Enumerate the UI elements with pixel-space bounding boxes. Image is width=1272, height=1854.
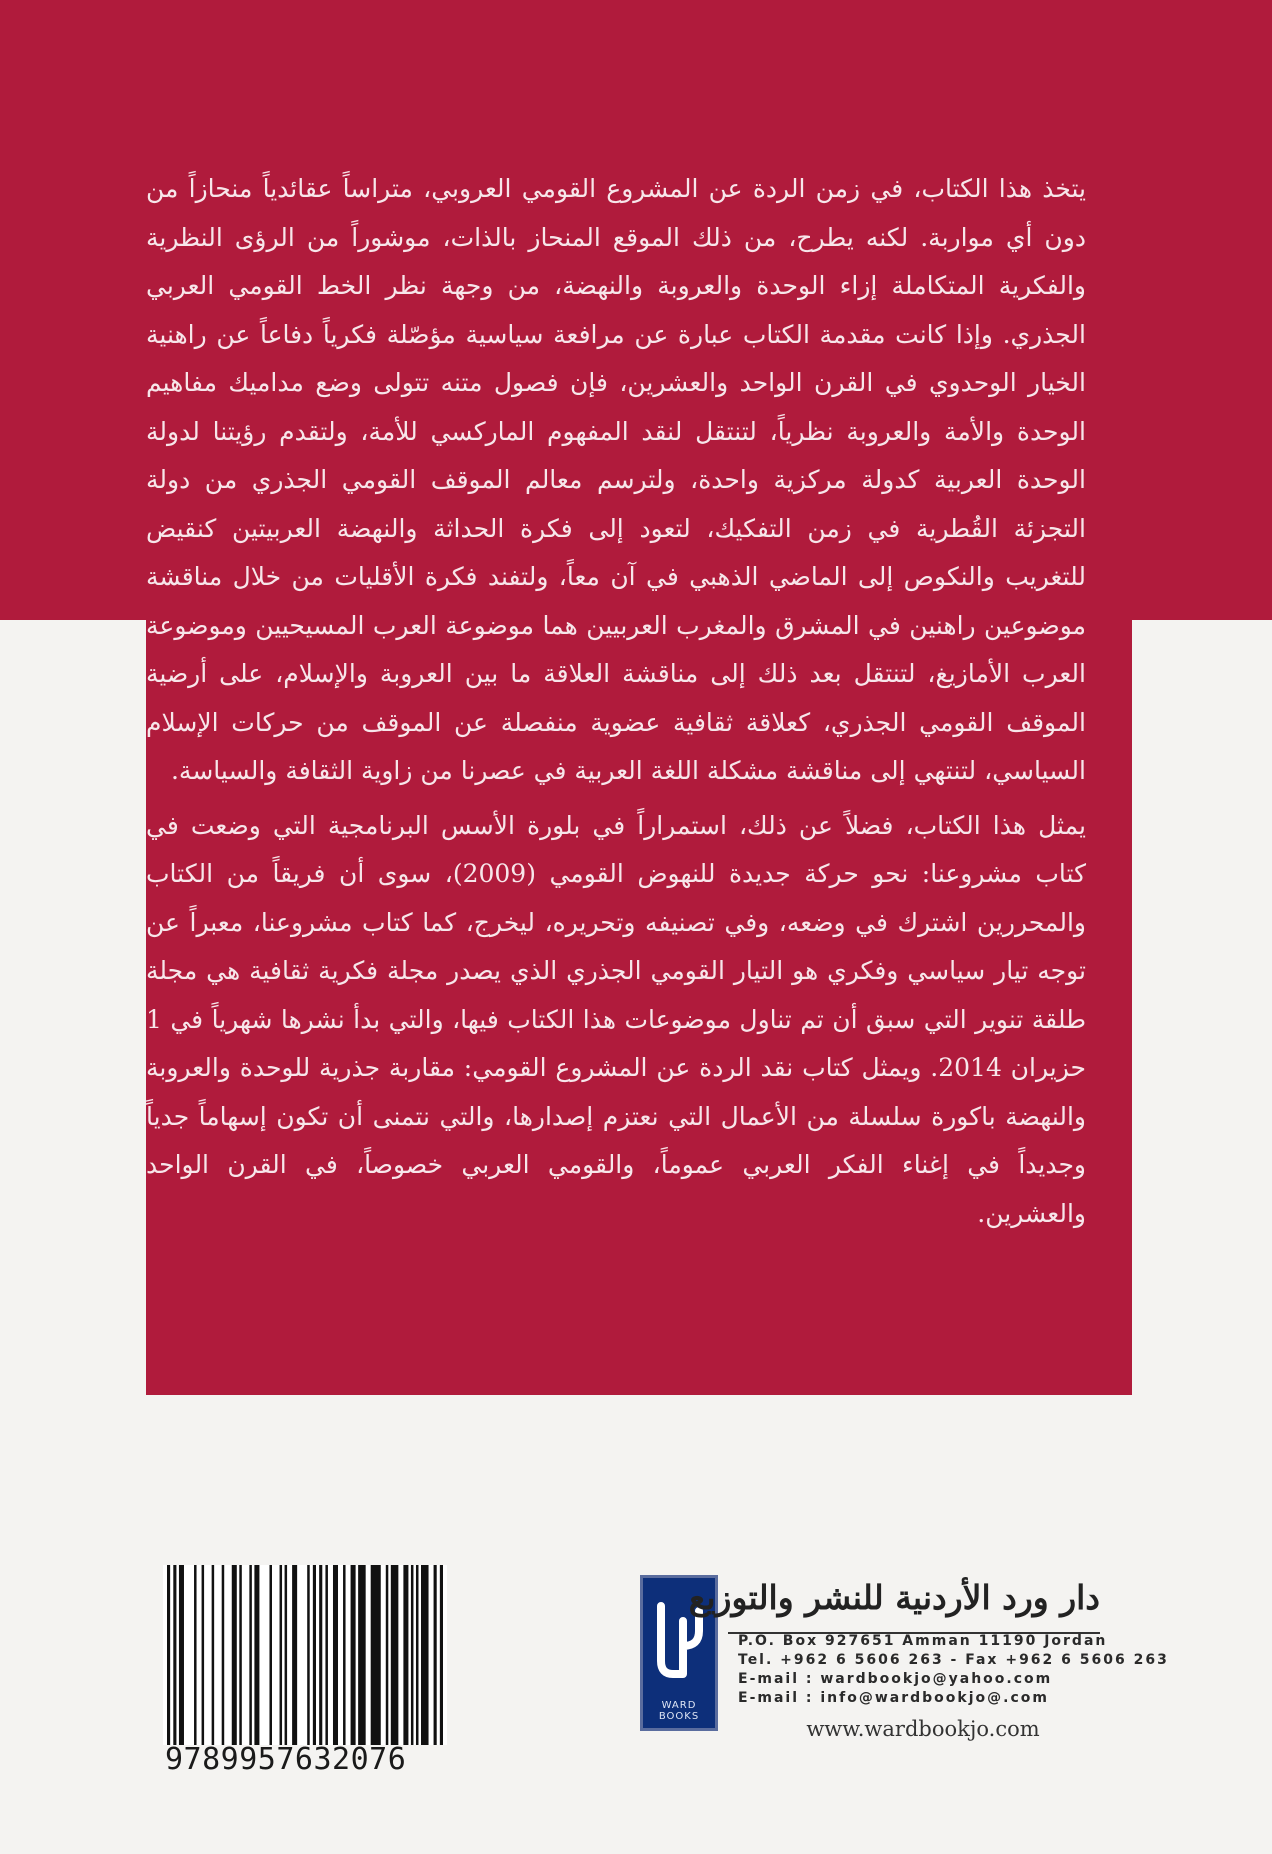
barcode-bar [319, 1565, 322, 1745]
logo-caption-ward: WARD [661, 1700, 697, 1711]
barcode-bar [386, 1565, 389, 1745]
barcode-bar [239, 1565, 242, 1745]
barcode-bar [416, 1565, 419, 1745]
barcode-bar [222, 1565, 225, 1745]
barcode-bar [202, 1565, 205, 1745]
barcode-bar [249, 1565, 252, 1745]
publisher-contact [738, 1632, 1169, 1708]
barcode-bar [307, 1565, 310, 1745]
barcode-bar [421, 1565, 429, 1745]
barcode-bar [333, 1565, 338, 1745]
barcode-bar [434, 1565, 437, 1745]
barcode-bar [269, 1565, 272, 1745]
back-cover-blurb [146, 165, 1086, 1238]
publisher-name: دار ورد الأردنية للنشر والتوزيع [728, 1568, 1100, 1634]
barcode-bar [194, 1565, 197, 1745]
barcode-bar [371, 1565, 381, 1745]
barcode-bar [280, 1565, 283, 1745]
barcode-bar [351, 1565, 356, 1745]
logo-caption-books: BOOKS [658, 1711, 700, 1722]
publisher-phone: Tel. +962 6 5606 263 - Fax +962 6 5606 263 [738, 1652, 1169, 1668]
barcode-bar [403, 1565, 408, 1745]
barcode-bar [358, 1565, 366, 1745]
barcode-bar [254, 1565, 259, 1745]
barcode-bar [343, 1565, 346, 1745]
blurb-paragraph-2: يمثل هذا الكتاب، فضلاً عن ذلك، استمراراً في بلورة الأسس البرنامجية التي وضعت في كتاب مشروعنا: نحو حركة جديدة للنهوض القومي (2009)، سوى أن فريقاً من الكتاب والمحررين اشترك في وضعه، وفي تصنيفه وتحريره، ليخرج، كما كتاب مشروعنا، معبراً عن توجه تيار سياسي وفكري هو التيار القومي الجذري الذي يصدر مجلة فكرية ثقافية هي مجلة طلقة تنوير التي سبق أن تم تناول موضوعات هذا الكتاب فيها، والتي بدأ نشرها شهرياً في 1 حزيران 2014. ويمثل كتاب نقد الردة عن المشروع القومي: مقاربة جذرية للوحدة والعروبة والنهضة باكورة سلسلة من الأعمال التي نعتزم إصدارها، والتي نتمنى أن تكون إسهاماً جدياً وجديداً في إغناء الفكر العربي عموماً، والقومي العربي خصوصاً، في القرن الواحد والعشرين. [146, 810, 1086, 1228]
barcode-bar [179, 1565, 184, 1745]
barcode-bar [292, 1565, 297, 1745]
barcode-bar [232, 1565, 237, 1745]
barcode-bar [167, 1565, 170, 1745]
publisher-email-2: E-mail : info@wardbookjo@.com [738, 1690, 1049, 1706]
barcode-bar [313, 1565, 316, 1745]
barcode-bar [440, 1565, 443, 1745]
publisher-address: P.O. Box 927651 Amman 11190 Jordan [738, 1633, 1108, 1649]
publisher-website: www.wardbookjo.com [806, 1717, 1040, 1741]
barcode-bar [391, 1565, 399, 1745]
barcode-bar [411, 1565, 414, 1745]
barcode-bar [285, 1565, 288, 1745]
barcode-bar [212, 1565, 215, 1745]
barcode-bar [325, 1565, 328, 1745]
barcode-bar [173, 1565, 176, 1745]
isbn-barcode [163, 1565, 447, 1745]
blurb-paragraph-1: يتخذ هذا الكتاب، في زمن الردة عن المشروع القومي العروبي، متراساً عقائدياً منحازاً من دون أي مواربة. لكنه يطرح، من ذلك الموقع المنحاز بالذات، موشوراً من الرؤى النظرية والفكرية المتكاملة إزاء الوحدة والعروبة والنهضة، من وجهة نظر الخط القومي العربي الجذري. وإذا كانت مقدمة الكتاب عبارة عن مرافعة سياسية مؤصّلة فكرياً دفاعاً عن راهنية الخيار الوحدوي في القرن الواحد والعشرين، فإن فصول متنه تتولى وضع مداميك مفاهيم الوحدة والأمة والعروبة نظرياً، لتنتقل لنقد المفهوم الماركسي للأمة، ولتقدم رؤيتنا لدولة الوحدة العربية كدولة مركزية واحدة، ولترسم معالم الموقف القومي الجذري من دولة التجزئة القُطرية في زمن التفكيك، لتعود إلى فكرة الحداثة والنهضة العربيتين كنقيض للتغريب والنكوص إلى الماضي الذهبي في آن معاً، ولتفند فكرة الأقليات من خلال مناقشة موضوعين راهنين في المشرق والمغرب العربيين هما موضوعة العرب المسيحيين وموضوعة العرب الأمازيغ، لتنتقل بعد ذلك إلى مناقشة العلاقة ما بين العروبة والإسلام، على أرضية الموقف القومي الجذري، كعلاقة ثقافية عضوية منفصلة عن الموقف من حركات الإسلام السياسي، لتنتهي إلى مناقشة مشكلة اللغة العربية في عصرنا من زاوية الثقافة والسياسة. [146, 174, 1086, 785]
publisher-email-1: E-mail : wardbookjo@yahoo.com [738, 1671, 1053, 1687]
isbn-digits: 9789957632076 [165, 1742, 407, 1777]
